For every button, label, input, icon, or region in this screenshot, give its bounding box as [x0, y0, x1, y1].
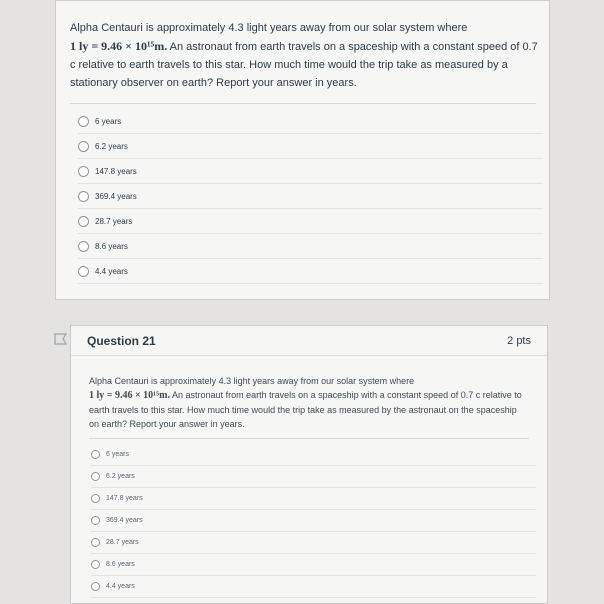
- radio-button[interactable]: [78, 216, 89, 227]
- question-21-card: [70, 325, 548, 604]
- question-21-divider: [89, 438, 529, 439]
- answer-label: 147.8 years: [95, 166, 137, 176]
- radio-button[interactable]: [91, 494, 100, 503]
- radio-button[interactable]: [91, 560, 100, 569]
- answer-option[interactable]: [91, 554, 536, 576]
- question-21-text-intro: Alpha Centauri is approximately 4.3 light years away from our solar system where: [89, 376, 415, 386]
- answer-option[interactable]: [91, 576, 536, 598]
- radio-button[interactable]: [78, 241, 89, 252]
- question-21-header: [71, 326, 547, 356]
- answer-label: 6.2 years: [106, 473, 135, 480]
- question-20-divider: [70, 103, 536, 104]
- answer-option[interactable]: [78, 234, 543, 259]
- answer-option[interactable]: [91, 510, 536, 532]
- question-21-text: [89, 374, 529, 431]
- answer-option[interactable]: [78, 159, 543, 184]
- question-20-card: [55, 0, 550, 300]
- answer-option[interactable]: [91, 532, 536, 554]
- answer-label: 28.7 years: [106, 539, 139, 546]
- question-points: 2 pts: [507, 334, 531, 347]
- question-21-answers: [91, 444, 536, 598]
- answer-label: 369.4 years: [95, 191, 137, 201]
- answer-label: 369.4 years: [106, 517, 143, 524]
- answer-option[interactable]: [78, 184, 543, 209]
- radio-button[interactable]: [91, 516, 100, 525]
- answer-label: 6 years: [95, 116, 122, 126]
- answer-option[interactable]: [78, 209, 543, 234]
- radio-button[interactable]: [78, 141, 89, 152]
- radio-button[interactable]: [91, 450, 100, 459]
- radio-button[interactable]: [78, 266, 89, 277]
- question-21-text-body: An astronaut from earth travels on a spaceship with a constant speed of 0.7 c relative to earth travels to this star. How much time would the trip take as measured by the astronaut on the spaceship on earth? Report your answer in years.: [89, 390, 522, 429]
- flag-icon[interactable]: [54, 332, 68, 344]
- answer-label: 28.7 years: [95, 216, 133, 226]
- answer-label: 4.4 years: [95, 266, 128, 276]
- radio-button[interactable]: [91, 582, 100, 591]
- answer-label: 8.6 years: [95, 241, 128, 251]
- radio-button[interactable]: [91, 538, 100, 547]
- radio-button[interactable]: [78, 166, 89, 177]
- question-20-text: [70, 19, 540, 92]
- question-20-text-intro: Alpha Centauri is approximately 4.3 light years away from our solar system where: [70, 22, 468, 34]
- radio-button[interactable]: [91, 472, 100, 481]
- question-20-answers: [78, 109, 543, 284]
- answer-option[interactable]: [78, 109, 543, 134]
- answer-label: 4.4 years: [106, 583, 135, 590]
- answer-option[interactable]: [91, 488, 536, 510]
- answer-option[interactable]: [78, 259, 543, 284]
- question-21-math: 1 ly = 9.46 × 10¹⁵m.: [89, 390, 171, 401]
- answer-option[interactable]: [78, 134, 543, 159]
- radio-button[interactable]: [78, 116, 89, 127]
- question-20-text-body: An astronaut from earth travels on a spaceship with a constant speed of 0.7 c relative to earth travels to this star. How much time would the trip take as measured by a stationary observer on earth? Report your answer in years.: [70, 41, 538, 89]
- answer-option[interactable]: [91, 444, 536, 466]
- question-20-math: 1 ly = 9.46 × 10¹⁵m.: [70, 39, 168, 53]
- answer-label: 8.6 years: [106, 561, 135, 568]
- answer-label: 6 years: [106, 451, 129, 458]
- radio-button[interactable]: [78, 191, 89, 202]
- answer-label: 6.2 years: [95, 141, 128, 151]
- answer-label: 147.8 years: [106, 495, 143, 502]
- question-title: Question 21: [87, 333, 156, 348]
- answer-option[interactable]: [91, 466, 536, 488]
